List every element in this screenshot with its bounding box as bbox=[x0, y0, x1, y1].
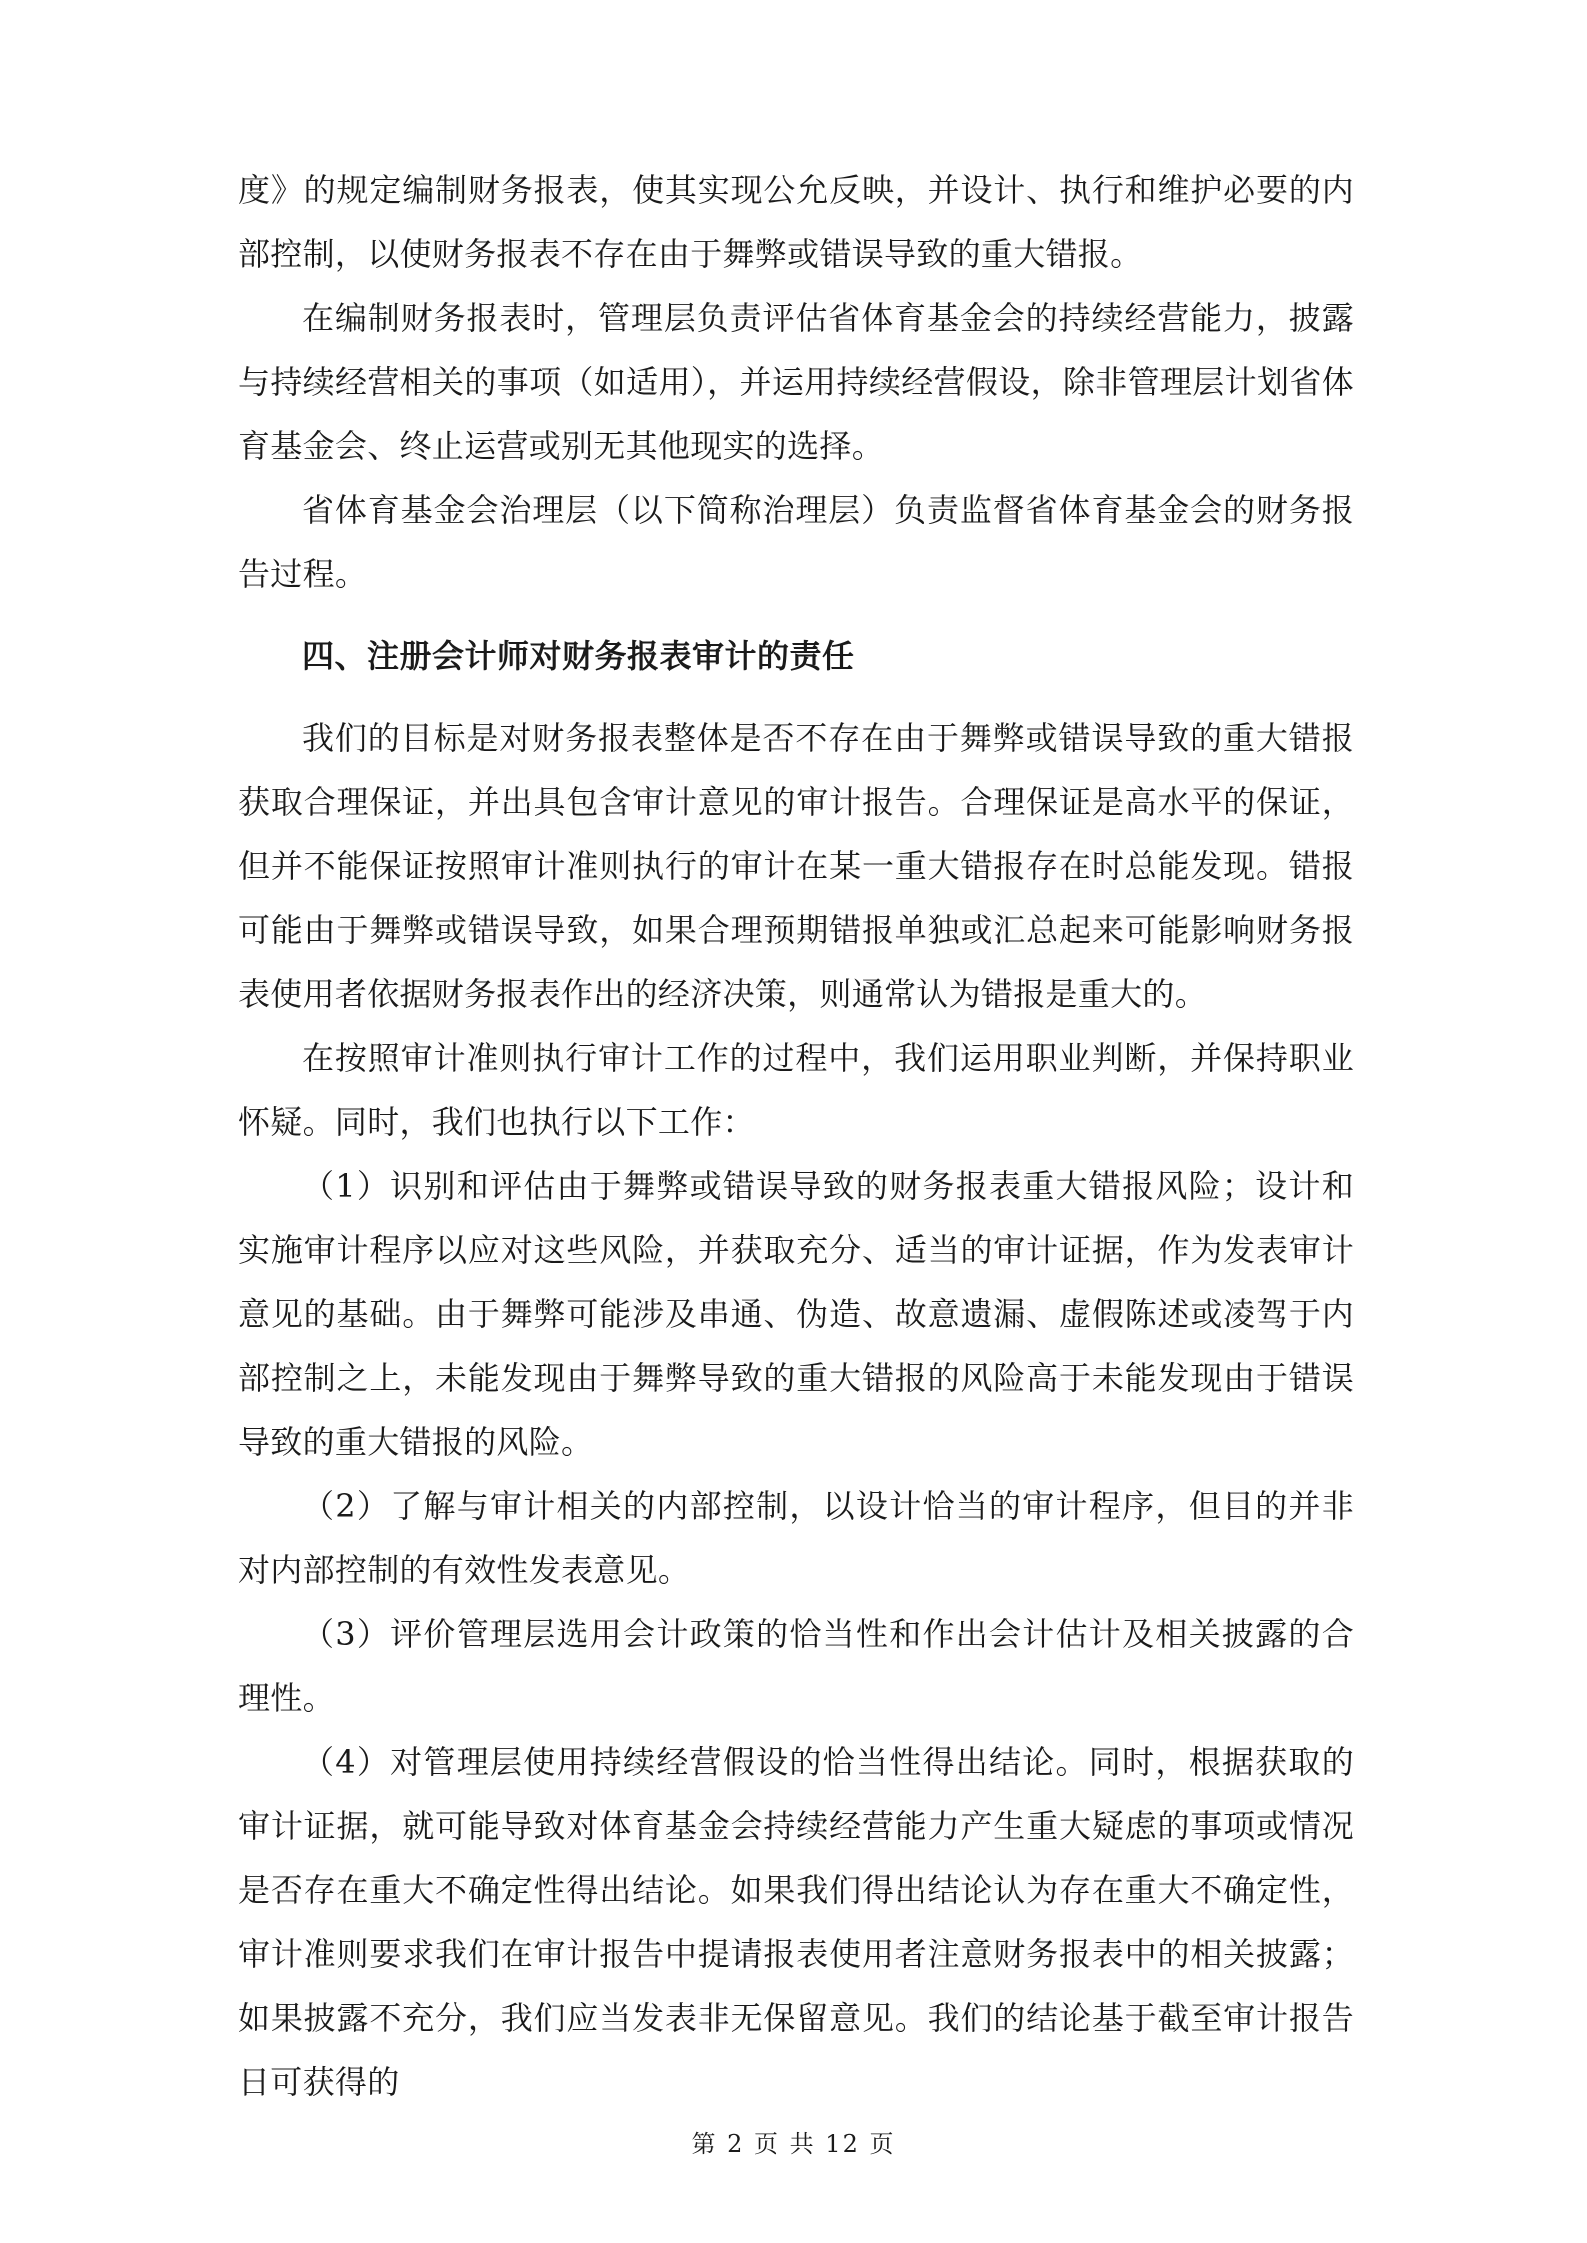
paragraph-item-4: （4）对管理层使用持续经营假设的恰当性得出结论。同时，根据获取的审计证据，就可能导致对体育基金会持续经营能力产生重大疑虑的事项或情况是否存在重大不确定性得出结论。如果我们得出结论认为存在重大不确定性，审计准则要求我们在审计报告中提请报表使用者注意财务报表中的相关披露；如果披露不充分，我们应当发表非无保留意见。我们的结论基于截至审计报告日可获得的 bbox=[238, 1743, 1354, 2101]
page-number-footer: 第 2 页 共 12 页 bbox=[691, 2130, 896, 2158]
paragraph-audit-objective: 我们的目标是对财务报表整体是否不存在由于舞弊或错误导致的重大错报获取合理保证，并出具包含审计意见的审计报告。合理保证是高水平的保证，但并不能保证按照审计准则执行的审计在某一重大错报存在时总能发现。错报可能由于舞弊或错误导致，如果合理预期错报单独或汇总起来可能影响财务报表使用者依据财务报表作出的经济决策，则通常认为错报是重大的。 bbox=[238, 719, 1354, 1013]
section-heading: 四、注册会计师对财务报表审计的责任 bbox=[302, 637, 855, 675]
paragraph-governance-oversight: 省体育基金会治理层（以下简称治理层）负责监督省体育基金会的财务报告过程。 bbox=[238, 491, 1354, 593]
paragraph-item-1: （1）识别和评估由于舞弊或错误导致的财务报表重大错报风险；设计和实施审计程序以应对这些风险，并获取充分、适当的审计证据，作为发表审计意见的基础。由于舞弊可能涉及串通、伪造、故意遗漏、虚假陈述或凌驾于内部控制之上，未能发现由于舞弊导致的重大错报的风险高于未能发现由于错误导致的重大错报的风险。 bbox=[238, 1167, 1354, 1461]
paragraph-going-concern-management: 在编制财务报表时，管理层负责评估省体育基金会的持续经营能力，披露与持续经营相关的事项（如适用），并运用持续经营假设，除非管理层计划省体育基金会、终止运营或别无其他现实的选择。 bbox=[238, 299, 1354, 465]
paragraph-continuation: 度》的规定编制财务报表，使其实现公允反映，并设计、执行和维护必要的内部控制，以使财务报表不存在由于舞弊或错误导致的重大错报。 bbox=[238, 171, 1354, 273]
paragraph-item-3: （3）评价管理层选用会计政策的恰当性和作出会计估计及相关披露的合理性。 bbox=[238, 1615, 1354, 1717]
paragraph-professional-judgment: 在按照审计准则执行审计工作的过程中，我们运用职业判断，并保持职业怀疑。同时，我们也执行以下工作： bbox=[238, 1039, 1354, 1141]
page-body bbox=[238, 158, 1354, 2114]
paragraph-item-2: （2）了解与审计相关的内部控制，以设计恰当的审计程序，但目的并非对内部控制的有效性发表意见。 bbox=[238, 1487, 1354, 1589]
